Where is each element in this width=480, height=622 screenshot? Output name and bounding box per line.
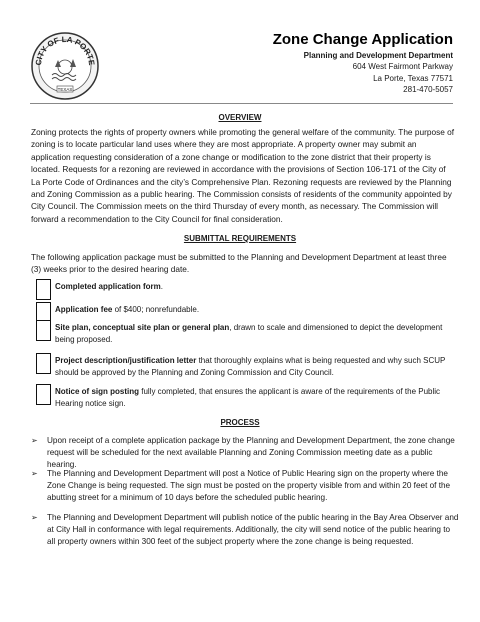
- svg-text:CITY OF LA PORTE: CITY OF LA PORTE: [33, 34, 97, 66]
- checkbox[interactable]: [36, 384, 51, 405]
- process-heading: PROCESS: [220, 418, 260, 427]
- document-header: [273, 31, 453, 96]
- svg-text:TEXAS: TEXAS: [57, 86, 73, 92]
- address-line-1: 604 West Fairmont Parkway: [352, 62, 453, 71]
- city-seal-logo: [30, 31, 100, 101]
- document-title: Zone Change Application: [272, 31, 453, 48]
- checkbox[interactable]: [36, 320, 51, 341]
- header-divider: [30, 103, 453, 104]
- overview-heading: OVERVIEW: [218, 113, 262, 122]
- arrow-bullet-icon: ➢: [31, 513, 38, 522]
- address-line-2: La Porte, Texas 77571: [373, 73, 453, 83]
- department-name: Planning and Development Department: [303, 51, 453, 60]
- submittal-intro: The following application package must be submitted to the Planning and Development Department at least three (3) weeks prior to the desired hearing date.: [31, 252, 447, 275]
- document-page: CITY OF LA PORTE TEXAS Zone Change Application Planning and Development Department 604 West Fairmont Parkway La Porte, Texas 77571 281-470-5057 OVERVIEW Zoning protects the rights of property owners while promoting the general welfare of the community. The purpose of zoning is to locate particular land uses where they are most appropriate. A property owner may submit an application requesting consideration of a zone change or modification to the zone district that their property is located. Requests for a rezoning are reviewed in accordance with the provisions of Section 106-171 of the City of La Porte Code of Ordinances and the city’s Comprehensive Plan. Rezoning requests are reviewed by the Planning and Zoning Commission as a public hearing. The Commission consists of residents of the community appointed by City Council. The Commission meets on the third Thursday of every month, as necessary. The Commission will forward a recommendation to the City Council for final consideration. SUBMITTAL REQUIREMENTS The following application package must be submitted to the Planning and Development Department at least three (3) weeks prior to the desired hearing date. Completed application form. Application fee of $400; nonrefundable. Site plan, conceptual site plan or general plan, drawn to scale and dimensioned to depict the development being proposed. Project description/justification letter that thoroughly explains what is being requested and why such SCUP should be approved by the Planning and Zoning Commission and City Council. Notice of sign posting fully completed, that ensures the applicant is aware of the requirements of the Public Hearing notice sign. PROCESS ➢ Upon receipt of a complete application package by the Planning and Development Department, the zone change request will be scheduled for the next available Planning and Zoning Commission meeting date as a public hearing. ➢ The Planning and Development Department will post a Notice of Public Hearing sign on the property where the Zone Change is being requested. The sign must be posted on the property visible from and within 20 feet of the abutting street for a minimum of 10 days before the scheduled public hearing. ➢ The Planning and Development Department will publish notice of the public hearing in the Bay Area Observer and at City Hall in conformance with legal requirements. Additionally, the city will send notice of the public hearing to all property owners within 300 feet of the subject property where the zone change is being requested.: [0, 0, 480, 622]
- checkbox[interactable]: [36, 353, 51, 374]
- phone-number: 281-470-5057: [403, 85, 453, 94]
- arrow-bullet-icon: ➢: [31, 469, 38, 478]
- arrow-bullet-icon: ➢: [31, 436, 38, 445]
- overview-text: Zoning protects the rights of property owners while promoting the general welfare of the community. The purpose of zoning is to locate particular land uses where they are most appropriate. A property owner may submit an application requesting consideration of a zone change or modification to the zone district that their property is located. Requests for a rezoning are reviewed in accordance with the provisions of Section 106-171 of the City of La Porte Code of Ordinances and the city’s Comprehensive Plan. Rezoning requests are reviewed by the Planning and Zoning Commission as a public hearing. The Commission consists of residents of the community appointed by City Council. The Commission meets on the third Thursday of every month, as necessary. The Commission will forward a recommendation to the City Council for final consideration.: [31, 127, 455, 224]
- checkbox[interactable]: [36, 279, 51, 300]
- submittal-heading: SUBMITTAL REQUIREMENTS: [183, 234, 297, 243]
